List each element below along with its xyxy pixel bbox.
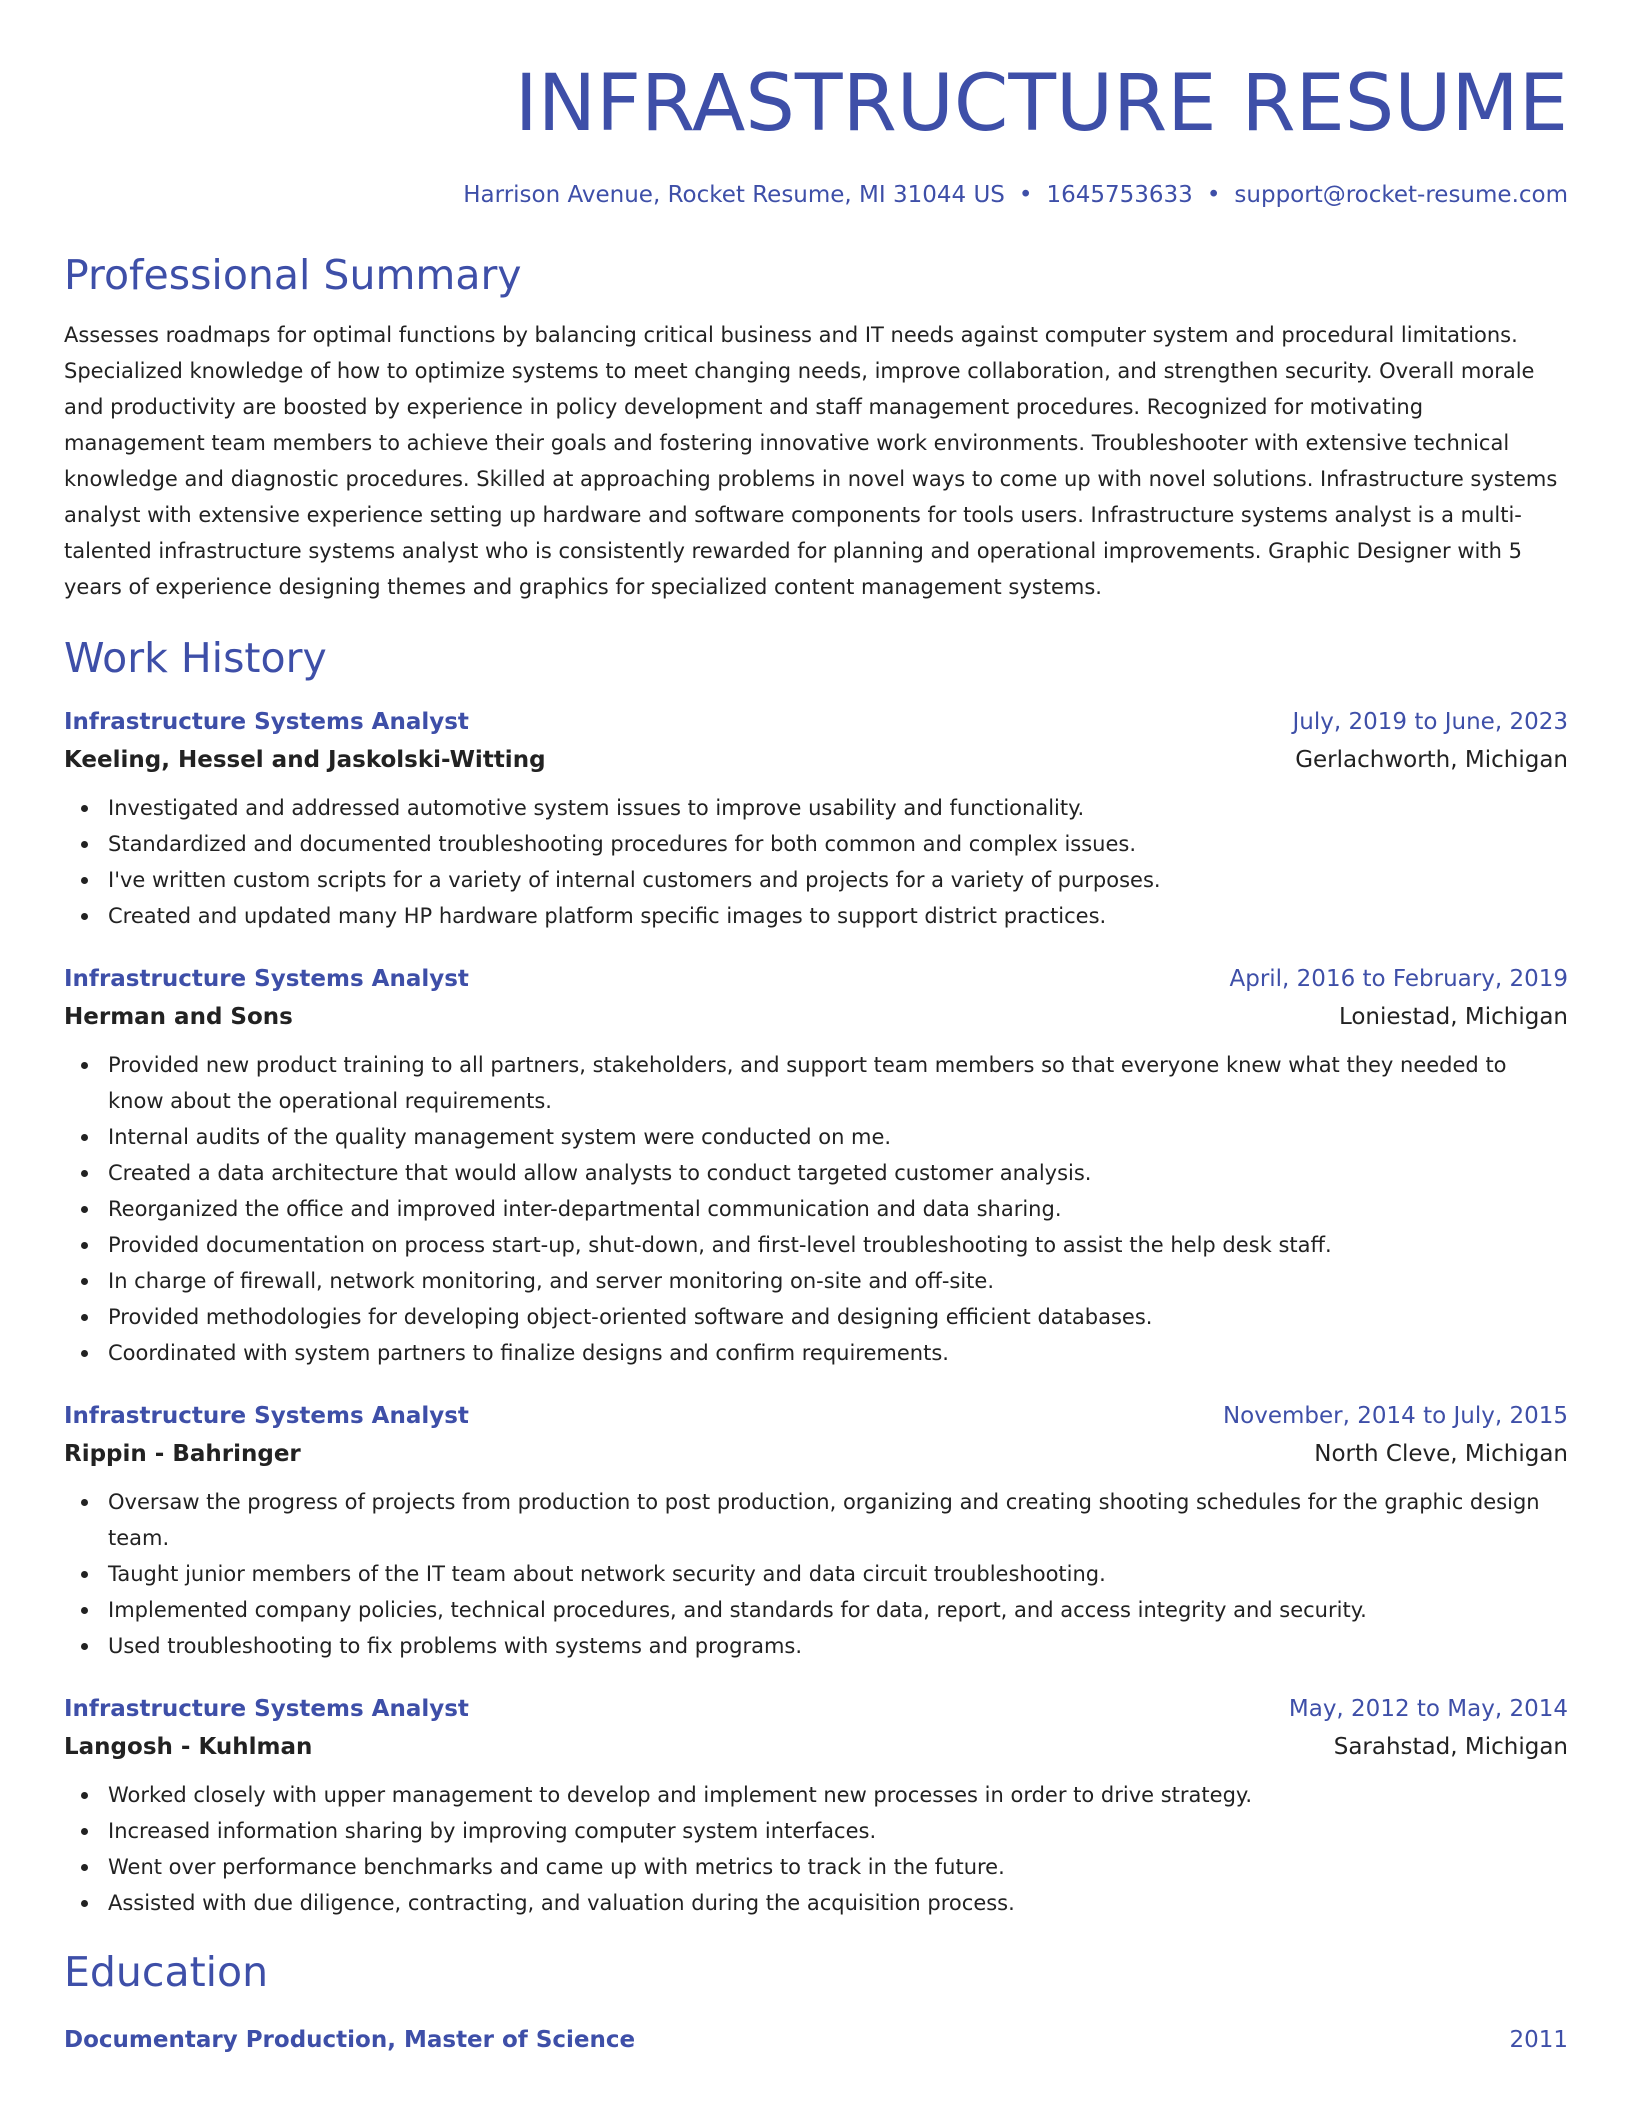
- bullet-item: Oversaw the progress of projects from production to post production, organizing and creating shooting schedules for the graphic design team.: [108, 1484, 1568, 1556]
- job-company: Rippin - Bahringer: [64, 1441, 301, 1467]
- job-dates: May, 2012 to May, 2014: [1288, 1696, 1568, 1722]
- bullet-item: Went over performance benchmarks and came up with metrics to track in the future.: [108, 1849, 1568, 1885]
- job-title: Infrastructure Systems Analyst: [64, 1696, 469, 1722]
- job-entry: [64, 960, 1568, 1371]
- contact-address: Harrison Avenue, Rocket Resume, MI 31044 US: [463, 182, 1005, 208]
- bullet-item: Created a data architecture that would allow analysts to conduct targeted customer analysis.: [108, 1155, 1568, 1191]
- contact-separator: •: [1018, 182, 1033, 208]
- bullet-item: Internal audits of the quality management system were conducted on me.: [108, 1119, 1568, 1155]
- job-dates: July, 2019 to June, 2023: [1292, 709, 1568, 735]
- contact-phone: 1645753633: [1046, 182, 1193, 208]
- bullet-item: Increased information sharing by improving computer system interfaces.: [108, 1813, 1568, 1849]
- job-entry: [64, 1690, 1568, 1921]
- bullet-item: Implemented company policies, technical procedures, and standards for data, report, and access integrity and security.: [108, 1592, 1568, 1628]
- job-entry: [64, 1397, 1568, 1664]
- job-location: Loniestad, Michigan: [1338, 1004, 1568, 1030]
- bullet-item: Reorganized the office and improved inter-departmental communication and data sharing.: [108, 1191, 1568, 1227]
- job-location: Sarahstad, Michigan: [1333, 1734, 1568, 1760]
- job-entry: [64, 703, 1568, 934]
- bullet-item: In charge of firewall, network monitoring, and server monitoring on-site and off-site.: [108, 1263, 1568, 1299]
- resume-title: INFRASTRUCTURE RESUME: [514, 59, 1568, 149]
- contact-line: [64, 180, 1568, 210]
- bullet-item: Provided new product training to all partners, stakeholders, and support team members so that everyone knew what they needed to know about the operational requirements.: [108, 1047, 1568, 1119]
- job-bullets: [64, 1047, 1568, 1371]
- job-bullets: [64, 1777, 1568, 1921]
- education-heading: Education: [64, 1948, 269, 1996]
- education-year: 2011: [1509, 2027, 1568, 2053]
- education-degree: Documentary Production, Master of Science: [64, 2027, 636, 2053]
- bullet-item: Taught junior members of the IT team about network security and data circuit troubleshooting.: [108, 1556, 1568, 1592]
- job-location: North Cleve, Michigan: [1314, 1441, 1568, 1467]
- job-bullets: [64, 790, 1568, 934]
- job-title: Infrastructure Systems Analyst: [64, 966, 469, 992]
- job-dates: April, 2016 to February, 2019: [1229, 966, 1568, 992]
- bullet-item: I've written custom scripts for a variety of internal customers and projects for a variety of purposes.: [108, 862, 1568, 898]
- bullet-item: Worked closely with upper management to develop and implement new processes in order to drive strategy.: [108, 1777, 1568, 1813]
- bullet-item: Provided methodologies for developing object-oriented software and designing efficient databases.: [108, 1299, 1568, 1335]
- bullet-item: Investigated and addressed automotive system issues to improve usability and functionality.: [108, 790, 1568, 826]
- job-company: Keeling, Hessel and Jaskolski-Witting: [64, 747, 546, 773]
- work-history-heading: Work History: [64, 634, 327, 682]
- bullet-item: Provided documentation on process start-up, shut-down, and first-level troubleshooting to assist the help desk staff.: [108, 1227, 1568, 1263]
- summary-text: Assesses roadmaps for optimal functions by balancing critical business and IT needs against computer system and procedural limitations. Specialized knowledge of how to optimize systems to meet changing needs, improve collaboration, and strengthen security. Overall morale and productivity are boosted by experience in policy development and staff management procedures. Recognized for motivating management team members to achieve their goals and fostering innovative work environments. Troubleshooter with extensive technical knowledge and diagnostic procedures. Skilled at approaching problems in novel ways to come up with novel solutions. Infrastructure systems analyst with extensive experience setting up hardware and software components for tools users. Infrastructure systems analyst is a multi-talented infrastructure systems analyst who is consistently rewarded for planning and operational improvements. Graphic Designer with 5 years of experience designing themes and graphics for specialized content management systems.: [64, 323, 1558, 599]
- job-company: Herman and Sons: [64, 1004, 293, 1030]
- bullet-item: Used troubleshooting to fix problems with systems and programs.: [108, 1628, 1568, 1664]
- job-title: Infrastructure Systems Analyst: [64, 709, 469, 735]
- education-entry: [64, 2021, 1568, 2059]
- bullet-item: Coordinated with system partners to finalize designs and confirm requirements.: [108, 1335, 1568, 1371]
- bullet-item: Created and updated many HP hardware platform specific images to support district practices.: [108, 898, 1568, 934]
- job-dates: November, 2014 to July, 2015: [1222, 1403, 1568, 1429]
- contact-separator: •: [1206, 182, 1221, 208]
- bullet-item: Assisted with due diligence, contracting, and valuation during the acquisition process.: [108, 1885, 1568, 1921]
- job-company: Langosh - Kuhlman: [64, 1734, 313, 1760]
- job-location: Gerlachworth, Michigan: [1295, 747, 1568, 773]
- resume-page: [64, 0, 1568, 2112]
- bullet-item: Standardized and documented troubleshooting procedures for both common and complex issues.: [108, 826, 1568, 862]
- job-title: Infrastructure Systems Analyst: [64, 1403, 469, 1429]
- contact-email[interactable]: support@rocket-resume.com: [1234, 182, 1568, 208]
- job-bullets: [64, 1484, 1568, 1664]
- summary-heading: Professional Summary: [64, 251, 522, 299]
